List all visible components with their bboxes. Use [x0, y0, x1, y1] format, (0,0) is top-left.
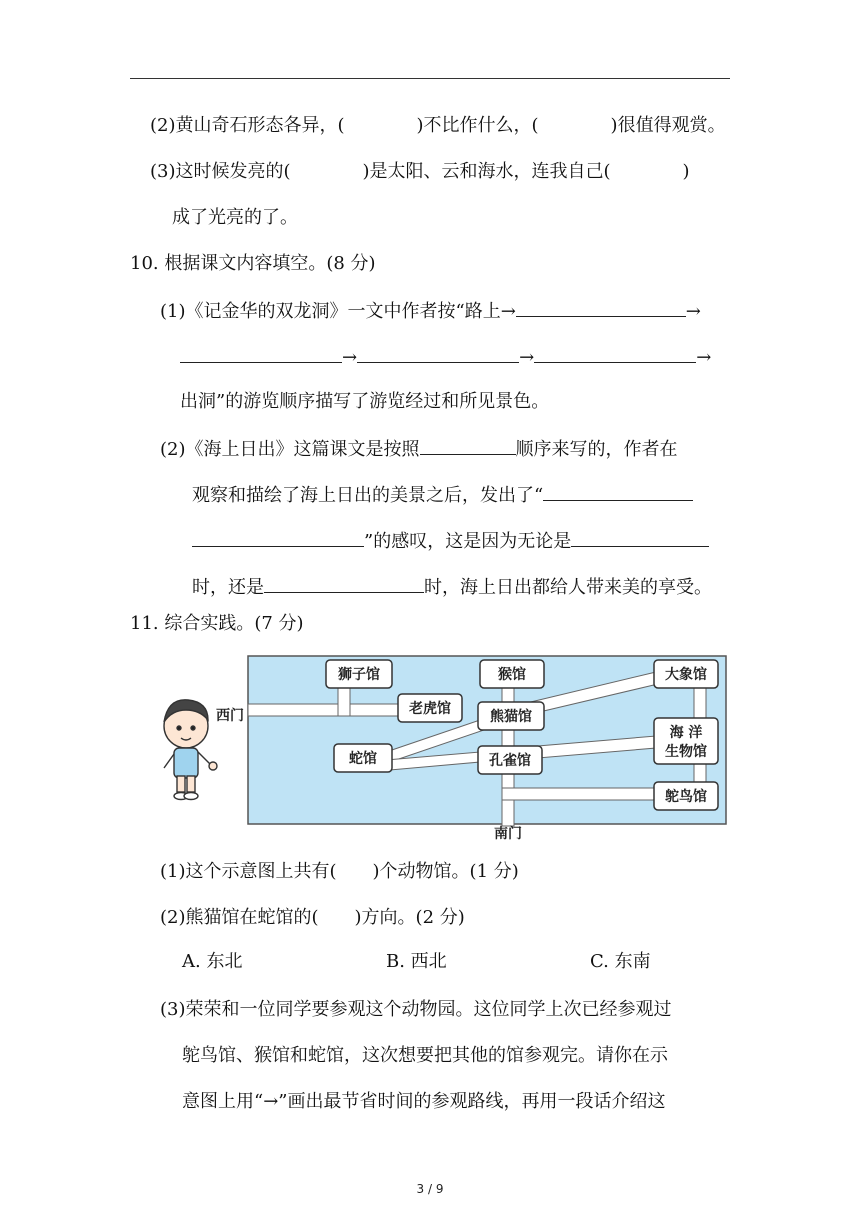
elephant-label: 大象馆: [665, 667, 707, 683]
q10-item-2-line4: [192, 574, 712, 600]
answer-blank[interactable]: [420, 436, 516, 455]
q11-item-3-line3: 意图上用“→”画出最节省时间的参观路线，再用一段话介绍这: [182, 1091, 666, 1112]
ocean-label-2: 生物馆: [665, 744, 707, 760]
q10-2-text-b: 顺序来写的，作者在: [515, 439, 678, 460]
q11-item-3-line2: 鸵鸟馆、猴馆和蛇馆，这次想要把其他的馆参观完。请你在示: [182, 1045, 668, 1066]
answer-blank[interactable]: [571, 528, 709, 547]
arrow: →: [696, 347, 712, 368]
question-10-title: 10. 根据课文内容填空。(8 分): [130, 253, 376, 274]
q10-2-text-c: 观察和描绘了海上日出的美景之后，发出了“: [192, 485, 544, 506]
tiger-label: 老虎馆: [409, 701, 451, 717]
answer-blank[interactable]: [180, 344, 342, 363]
q10-2-text-e: 时，还是: [192, 577, 264, 598]
q11-item-1: (1)这个示意图上共有( )个动物馆。(1 分): [160, 861, 519, 882]
q10-1-text: (1)《记金华的双龙洞》一文中作者按“路上→: [160, 301, 516, 322]
q10-item-2-line3: [192, 528, 709, 554]
q10-item-1-line1: [160, 298, 701, 324]
answer-blank[interactable]: [534, 344, 696, 363]
south-gate-label: 南门: [494, 826, 522, 842]
arrow: →: [685, 301, 701, 322]
answer-blank[interactable]: [192, 528, 364, 547]
arrow: →: [519, 347, 535, 368]
monkey-label: 猴馆: [498, 667, 526, 683]
option-a[interactable]: A. 东北: [182, 951, 243, 972]
lion-label: 狮子馆: [338, 667, 380, 683]
zoo-map[interactable]: [150, 648, 730, 842]
option-b[interactable]: B. 西北: [386, 951, 447, 972]
q10-item-1-line2: [180, 344, 711, 370]
ostrich-label: 鸵鸟馆: [665, 789, 707, 805]
answer-blank[interactable]: [264, 574, 424, 593]
child-illustration: [164, 700, 217, 800]
snake-label: 蛇馆: [349, 751, 377, 767]
q9-item-3: (3)这时候发亮的( )是太阳、云和海水，连我自己( ): [150, 161, 690, 182]
q11-item-3-line1: (3)荣荣和一位同学要参观这个动物园。这位同学上次已经参观过: [160, 999, 672, 1020]
q9-item-3-cont: 成了光亮的了。: [172, 207, 298, 228]
answer-blank[interactable]: [543, 482, 693, 501]
header-rule: [130, 78, 730, 79]
q10-item-1-line3: 出洞”的游览顺序描写了游览经过和所见景色。: [180, 391, 550, 412]
q10-2-text-d: ”的感叹，这是因为无论是: [364, 531, 572, 552]
answer-blank[interactable]: [357, 344, 519, 363]
q10-2-text-f: 时，海上日出都给人带来美的享受。: [424, 577, 712, 598]
q9-item-2: (2)黄山奇石形态各异，( )不比作什么，( )很值得观赏。: [150, 115, 726, 136]
q11-item-2: (2)熊猫馆在蛇馆的( )方向。(2 分): [160, 907, 465, 928]
arrow: →: [342, 347, 358, 368]
answer-blank[interactable]: [516, 298, 686, 317]
q10-2-text: (2)《海上日出》这篇课文是按照: [160, 439, 420, 460]
peacock-label: 孔雀馆: [489, 753, 531, 769]
option-c[interactable]: C. 东南: [590, 951, 651, 972]
page-number: 3 / 9: [416, 1182, 444, 1196]
ocean-label-1: 海 洋: [669, 725, 703, 741]
q10-item-2-line1: [160, 436, 678, 462]
panda-label: 熊猫馆: [490, 709, 532, 725]
question-11-title: 11. 综合实践。(7 分): [130, 613, 304, 634]
west-gate-label: 西门: [216, 708, 244, 724]
q10-item-2-line2: [192, 482, 693, 508]
